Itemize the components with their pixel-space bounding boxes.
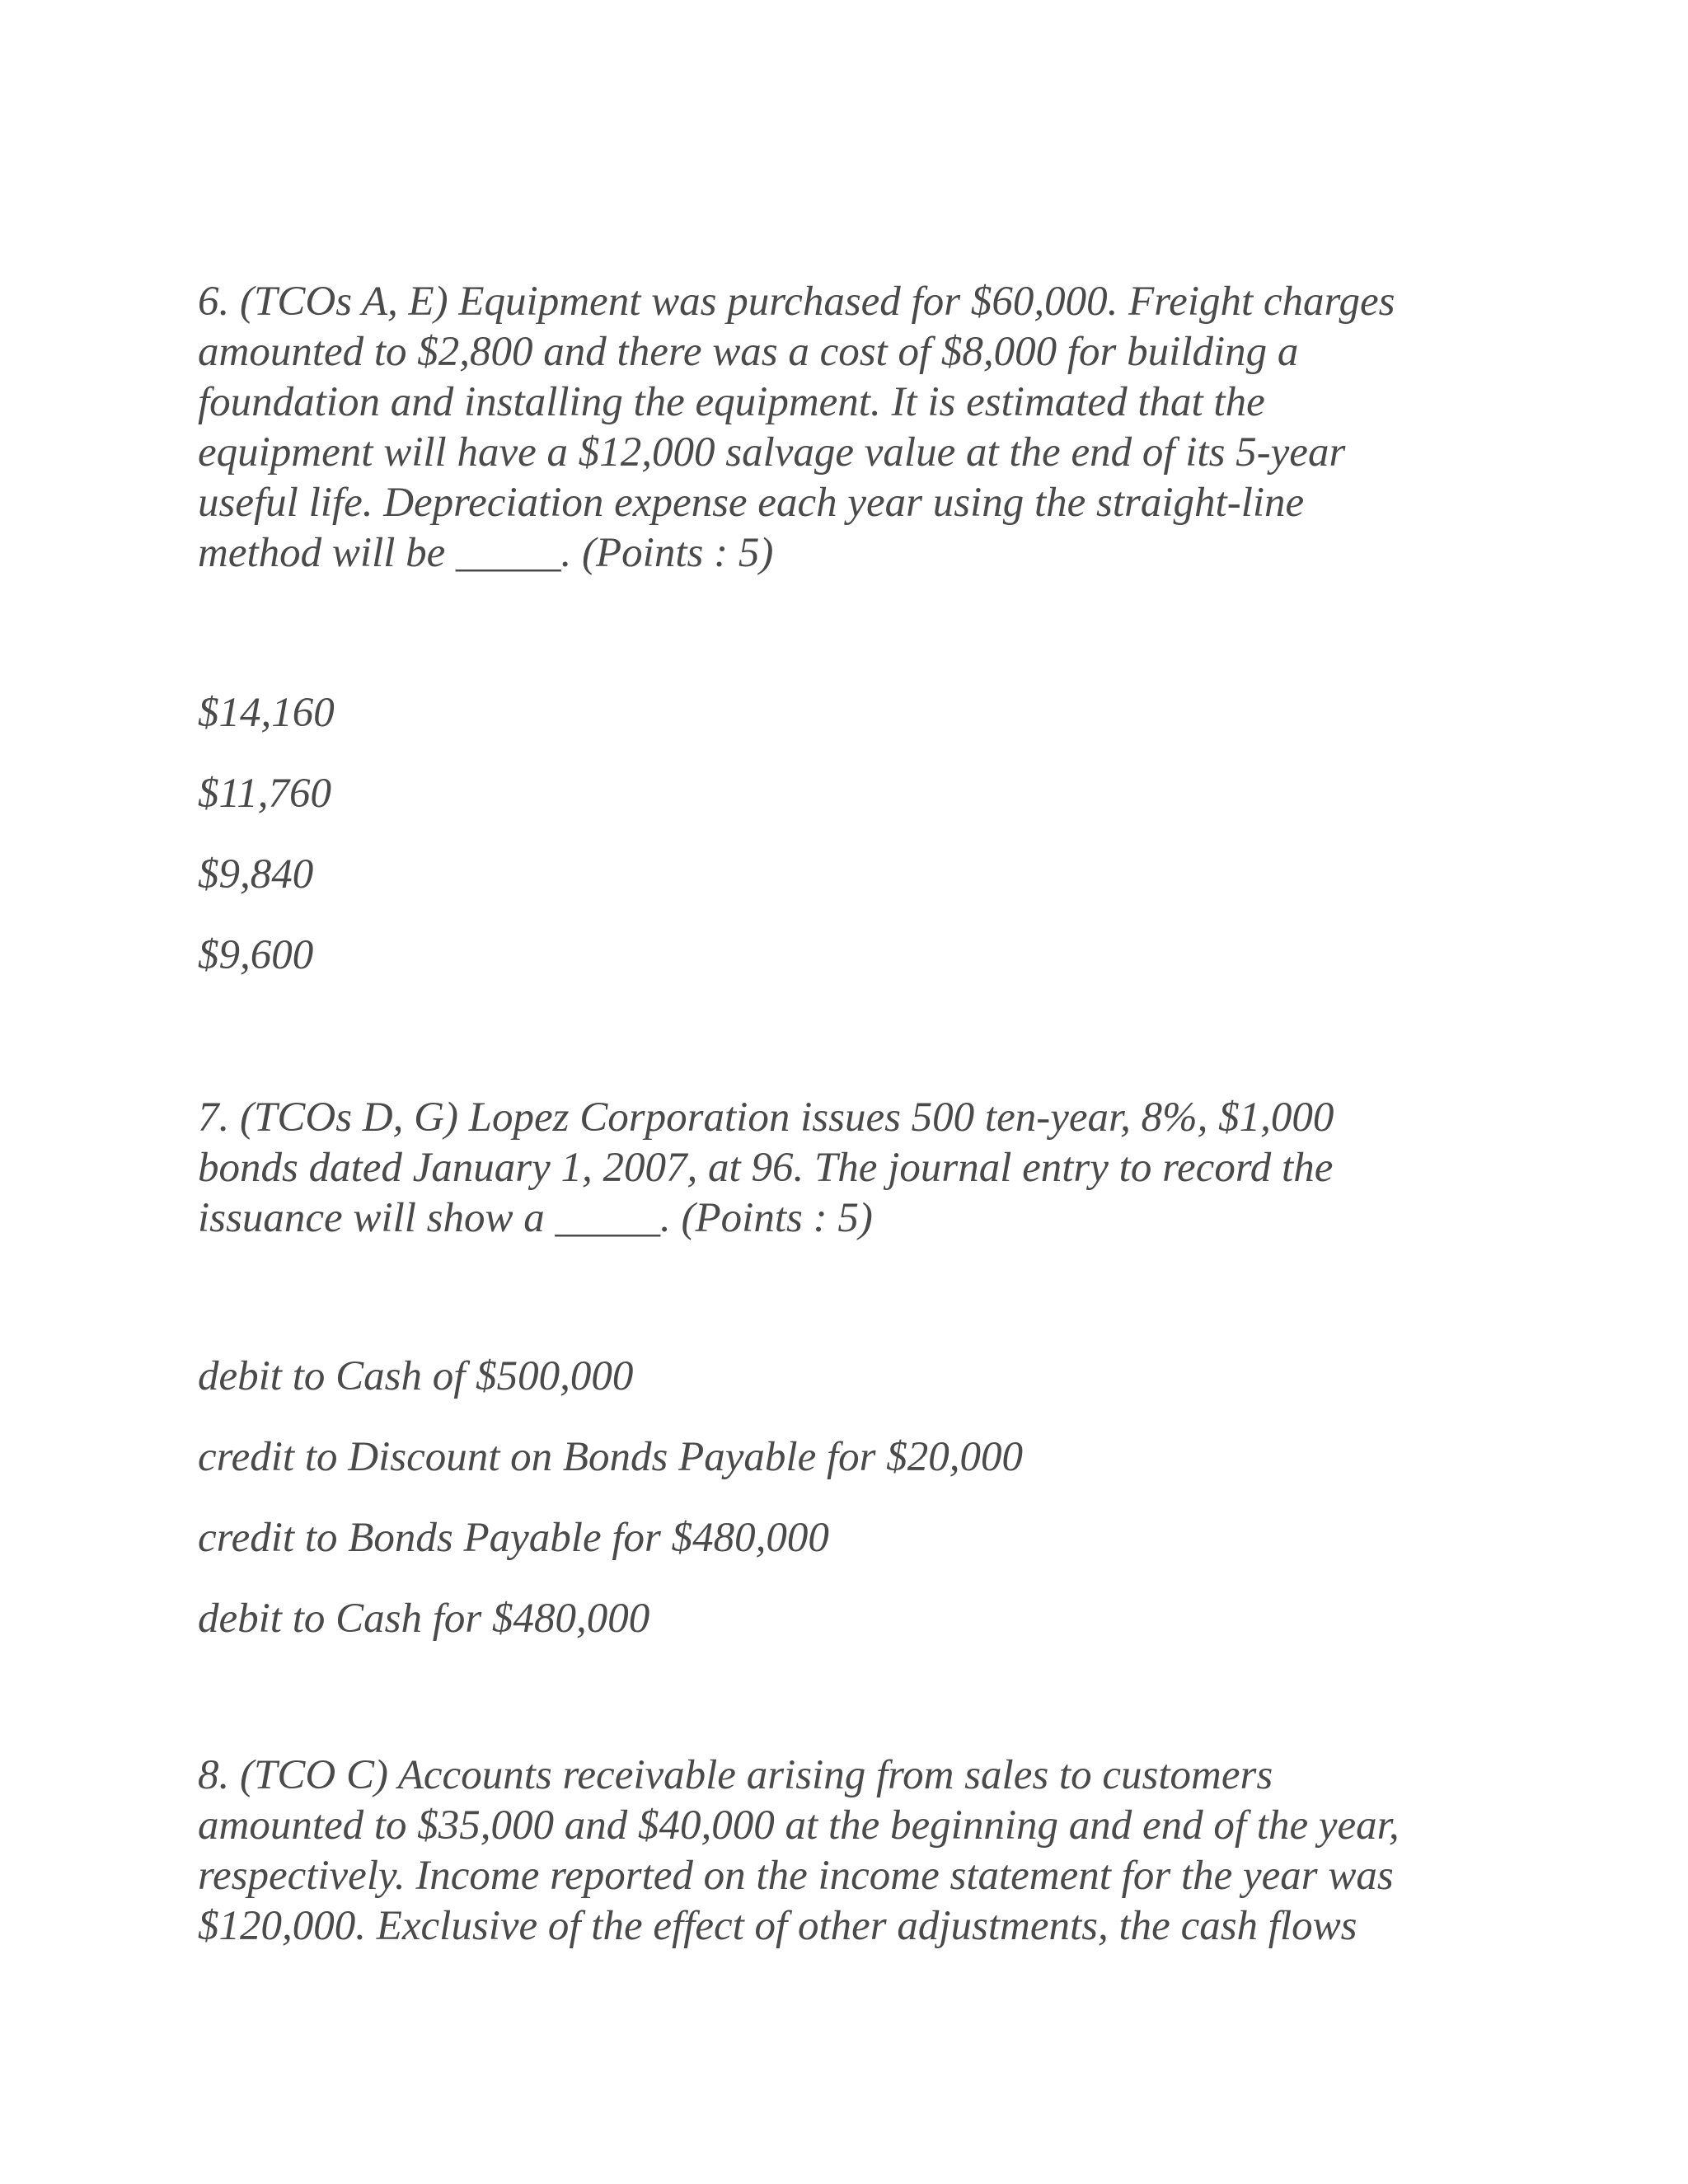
question-6-line: foundation and installing the equipment. It is estimated that the (198, 379, 1265, 425)
question-7-line: bonds dated January 1, 2007, at 96. The journal entry to record the (198, 1145, 1334, 1191)
answer-option: $14,160 (198, 690, 335, 736)
answer-option: $9,840 (198, 851, 314, 898)
question-8-line: $120,000. Exclusive of the effect of other adjustments, the cash flows (198, 1903, 1357, 1949)
question-6-line: amounted to $2,800 and there was a cost of $8,000 for building a (198, 329, 1299, 375)
question-8-line: respectively. Income reported on the income statement for the year was (198, 1853, 1394, 1899)
answer-option: $9,600 (198, 932, 314, 978)
question-6-line: 6. (TCOs A, E) Equipment was purchased for $60,000. Freight charges (198, 279, 1395, 325)
question-8 (198, 1750, 1484, 1952)
answer-option: debit to Cash of $500,000 (198, 1353, 634, 1399)
question-7-options (198, 1336, 1352, 1659)
answer-option: debit to Cash for $480,000 (198, 1596, 650, 1642)
question-8-line: amounted to $35,000 and $40,000 at the beginning and end of the year, (198, 1802, 1400, 1849)
answer-option: credit to Bonds Payable for $480,000 (198, 1515, 829, 1561)
question-7-line: 7. (TCOs D, G) Lopez Corporation issues 500 ten-year, 8%, $1,000 (198, 1094, 1334, 1141)
question-8-line: 8. (TCO C) Accounts receivable arising from sales to customers (198, 1752, 1273, 1798)
question-7-line: issuance will show a _____. (Points : 5) (198, 1195, 873, 1241)
question-6-options (198, 673, 1352, 996)
question-6-line: useful life. Depreciation expense each year using the straight-line (198, 480, 1305, 526)
answer-option: credit to Discount on Bonds Payable for $20,000 (198, 1434, 1023, 1480)
answer-option: $11,760 (198, 771, 331, 817)
question-6-line: method will be _____. (Points : 5) (198, 530, 774, 576)
question-6-line: equipment will have a $12,000 salvage value at the end of its 5-year (198, 429, 1346, 476)
question-6 (198, 277, 1484, 579)
question-7 (198, 1093, 1484, 1244)
